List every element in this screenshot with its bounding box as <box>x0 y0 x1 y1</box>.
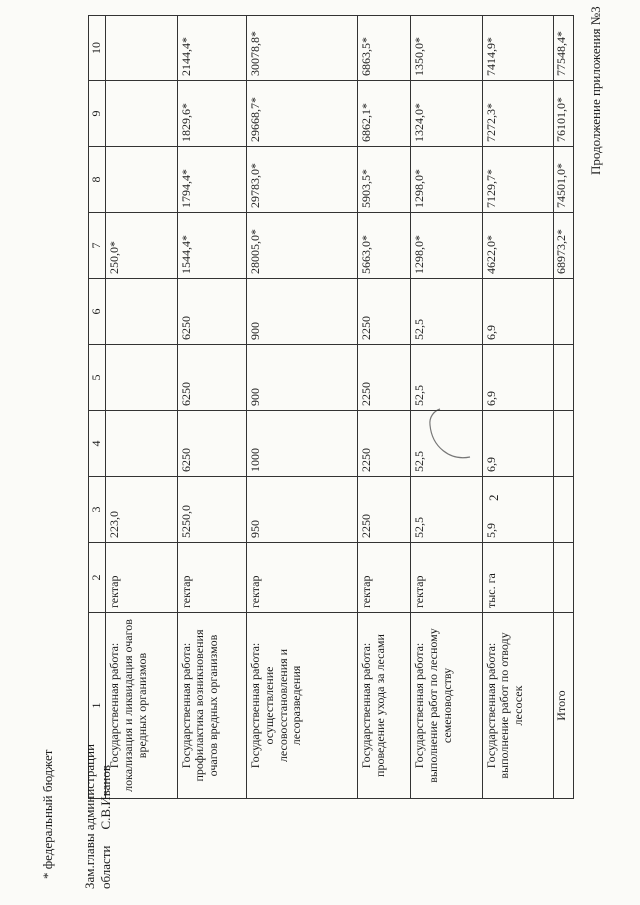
table-cell <box>554 543 574 613</box>
table-cell: 223,0 <box>106 477 178 543</box>
unit-cell: гектар <box>246 543 357 613</box>
work-description: Государственная работа: выполнение работ по лесному семеноводству <box>411 613 483 799</box>
column-header: 7 <box>89 213 106 279</box>
work-description: Государственная работа: осуществление лесовосстановления и лесоразведения <box>246 613 357 799</box>
table-cell: 4622,0* <box>482 213 554 279</box>
table-cell: 52,5 <box>411 411 483 477</box>
signature-line <box>98 765 114 889</box>
table-cell: 950 <box>246 477 357 543</box>
table-cell <box>106 81 178 147</box>
table-cell: 5250,0 <box>177 477 246 543</box>
table-cell: 1000 <box>246 411 357 477</box>
table-cell: 6862,1* <box>357 81 410 147</box>
unit-cell: гектар <box>357 543 410 613</box>
total-row <box>554 16 574 799</box>
table-row <box>357 16 410 799</box>
table-cell: 1829,6* <box>177 81 246 147</box>
total-label: Итого <box>554 613 574 799</box>
column-header: 3 <box>89 477 106 543</box>
table-row <box>106 16 178 799</box>
table-cell: 29783,0* <box>246 147 357 213</box>
column-header: 10 <box>89 16 106 81</box>
work-description: Государственная работа: проведение ухода за лесами <box>357 613 410 799</box>
signature-region: области <box>98 845 113 889</box>
total-value: 76101,0* <box>554 81 574 147</box>
column-header: 6 <box>89 279 106 345</box>
table-cell: 30078,8* <box>246 16 357 81</box>
table-cell: 250,0* <box>106 213 178 279</box>
table-cell: 2250 <box>357 345 410 411</box>
unit-cell: гектар <box>106 543 178 613</box>
total-value: 77548,4* <box>554 16 574 81</box>
table-cell <box>554 279 574 345</box>
table-row <box>177 16 246 799</box>
table-cell: 7129,7* <box>482 147 554 213</box>
unit-cell: тыс. га <box>482 543 554 613</box>
table-cell: 2250 <box>357 411 410 477</box>
table-cell: 6250 <box>177 279 246 345</box>
work-description: Государственная работа: профилактика возникновения очагов вредных организмов <box>177 613 246 799</box>
table-cell: 1298,0* <box>411 147 483 213</box>
table-cell: 6,9 <box>482 411 554 477</box>
column-header: 8 <box>89 147 106 213</box>
table-cell: 6863,5* <box>357 16 410 81</box>
table-cell: 7414,9* <box>482 16 554 81</box>
table-row <box>411 16 483 799</box>
table-cell: 52,5 <box>411 477 483 543</box>
column-header: 1 <box>89 613 106 799</box>
table-cell: 6250 <box>177 345 246 411</box>
table-cell <box>106 16 178 81</box>
table-row <box>246 16 357 799</box>
signature-name: С.В.Иванов <box>98 764 113 830</box>
table-cell <box>106 147 178 213</box>
table-cell: 900 <box>246 345 357 411</box>
table-row <box>482 16 554 799</box>
table-cell: 6,9 <box>482 279 554 345</box>
table-cell: 52,5 <box>411 345 483 411</box>
table-cell: 5903,5* <box>357 147 410 213</box>
work-description: Государственная работа: выполнение работ по отводу лесосек <box>482 613 554 799</box>
column-header: 9 <box>89 81 106 147</box>
work-description: Государственная работа: локализация и ликвидация очагов вредных организмов <box>106 613 178 799</box>
table-cell: 29668,7* <box>246 81 357 147</box>
table-cell <box>554 411 574 477</box>
table-cell: 900 <box>246 279 357 345</box>
table-cell <box>106 411 178 477</box>
table-cell: 1350,0* <box>411 16 483 81</box>
column-header: 2 <box>89 543 106 613</box>
table-cell <box>106 345 178 411</box>
footnote: * федеральный бюджет <box>40 749 55 879</box>
unit-cell: гектар <box>411 543 483 613</box>
table-cell <box>554 477 574 543</box>
header-row <box>89 16 106 799</box>
table-cell: 5,9 <box>482 477 554 543</box>
table-cell: 28005,0* <box>246 213 357 279</box>
column-header: 4 <box>89 411 106 477</box>
total-value: 68973,2* <box>554 213 574 279</box>
table-cell: 1794,4* <box>177 147 246 213</box>
unit-cell: гектар <box>177 543 246 613</box>
signature-title: Зам.главы администрации <box>82 743 97 889</box>
column-header: 5 <box>89 345 106 411</box>
table-cell: 2144,4* <box>177 16 246 81</box>
table-cell: 6250 <box>177 411 246 477</box>
table-cell: 52,5 <box>411 279 483 345</box>
table-cell <box>106 279 178 345</box>
table-cell: 7272,3* <box>482 81 554 147</box>
works-table <box>88 15 574 799</box>
page-number: 2 <box>486 494 501 501</box>
table-cell: 6,9 <box>482 345 554 411</box>
continuation-title: Продолжение приложения №3 <box>588 6 603 175</box>
table-cell: 2250 <box>357 477 410 543</box>
table-cell: 1544,4* <box>177 213 246 279</box>
table-cell: 1324,0* <box>411 81 483 147</box>
total-value: 74501,0* <box>554 147 574 213</box>
table-cell <box>554 345 574 411</box>
table-cell: 2250 <box>357 279 410 345</box>
table-cell: 5663,0* <box>357 213 410 279</box>
table-cell: 1298,0* <box>411 213 483 279</box>
